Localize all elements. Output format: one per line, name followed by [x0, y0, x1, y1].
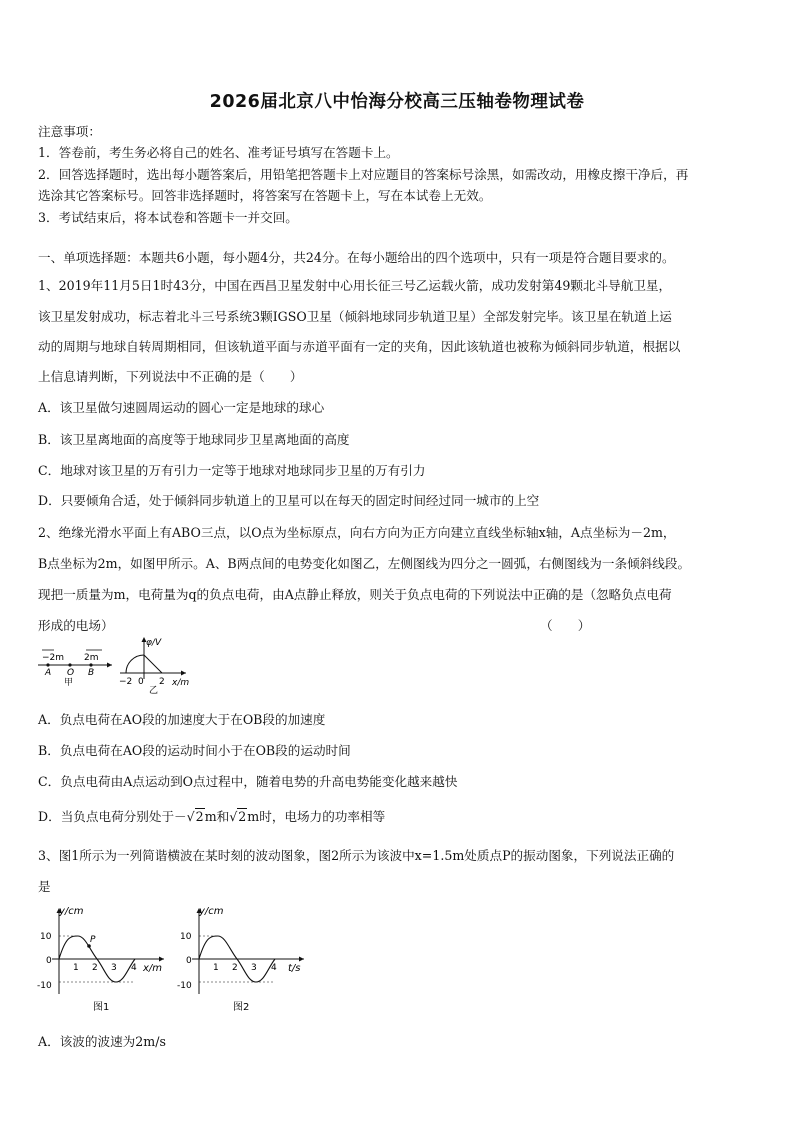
q1-option-c: C．地球对该卫星的万有引力一定等于地球对地球同步卫星的万有引力 — [38, 463, 426, 478]
fig2-ytick: -10 — [177, 981, 192, 991]
q1-stem-line: 该卫星发射成功，标志着北斗三号系统3颗IGSO卫星（倾斜地球同步轨道卫星）全部发射完毕。该卫星在轨道上运 — [38, 309, 672, 324]
yi-ylabel: φ/V — [146, 638, 162, 648]
q3-figure-1 — [36, 902, 171, 1017]
sqrt-radicand: 2 — [238, 809, 247, 824]
fig2-xtick: 4 — [271, 963, 277, 973]
q1-stem-line: 上信息请判断，下列说法中不正确的是（ ） — [38, 369, 303, 384]
section-heading: 一、单项选择题：本题共6小题，每小题4分，共24分。在每小题给出的四个选项中，只有一项是符合题目要求的。 — [38, 250, 675, 265]
fig1-ytick: 0 — [46, 956, 52, 966]
notice-heading: 注意事项： — [38, 124, 101, 139]
fig2-caption: 图2 — [233, 1002, 250, 1013]
sqrt-sign: √ — [186, 809, 195, 824]
q3-stem-line: 是 — [38, 879, 51, 894]
yi-caption: 乙 — [149, 686, 159, 695]
q3-figure-2 — [176, 902, 311, 1017]
fig1-caption: 图1 — [93, 1002, 110, 1013]
fig2-xtick: 2 — [232, 963, 238, 973]
q3-stem-line: 3、图1所示为一列简谐横波在某时刻的波动图象，图2所示为该波中x=1.5m处质点P的振动图象，下列说法正确的 — [38, 848, 675, 863]
yi-tick-2: 2 — [159, 677, 165, 687]
yi-tick-0: 0 — [138, 677, 144, 687]
fig2-ytick: 0 — [186, 956, 192, 966]
q1-option-b: B．该卫星离地面的高度等于地球同步卫星离地面的高度 — [38, 432, 350, 447]
q2-option-b: B．负点电荷在AO段的运动时间小于在OB段的运动时间 — [38, 743, 351, 758]
sqrt-radicand: 2 — [195, 809, 204, 824]
fig2-xlabel: t/s — [288, 963, 301, 974]
fig2-ylabel: y/cm — [199, 906, 224, 917]
jia-point-o: O — [67, 668, 75, 678]
fig1-xtick: 2 — [92, 963, 98, 973]
fig2-ytick: 10 — [180, 932, 192, 942]
jia-caption: 甲 — [64, 678, 74, 687]
q2-option-c: C．负点电荷由A点运动到O点过程中，随着电势的升高电势能变化越来越快 — [38, 774, 458, 789]
q2-option-d — [38, 806, 385, 825]
fig1-xlabel: x/m — [143, 963, 163, 974]
q2-stem-line: 2、绝缘光滑水平面上有ABO三点，以O点为坐标原点，向右方向为正方向建立直线坐标轴x轴，A点坐标为－2m， — [38, 525, 676, 540]
q1-option-d: D．只要倾角合适，处于倾斜同步轨道上的卫星可以在每天的固定时间经过同一城市的上空 — [38, 493, 540, 508]
q2-option-d-mid: m和 — [204, 809, 230, 824]
q1-option-a: A．该卫星做匀速圆周运动的圆心一定是地球的球心 — [38, 400, 325, 415]
q2-stem-line: 形成的电场） — [38, 618, 114, 633]
fig1-xtick: 3 — [111, 963, 117, 973]
q2-stem-line: B点坐标为2m，如图甲所示。A、B两点间的电势变化如图乙，左侧图线为四分之一圆弧，右侧图线为一条倾斜线段。 — [38, 556, 691, 571]
jia-neg2m-label: −2m — [42, 653, 65, 663]
q3-option-a: A．该波的波速为2m/s — [38, 1034, 166, 1049]
q2-stem-line: 现把一质量为m，电荷量为q的负点电荷，由A点静止释放，则关于负点电荷的下列说法中正确的是（忽略负点电荷 — [38, 587, 672, 602]
notice-item: 2．回答选择题时，选出每小题答案后，用铅笔把答题卡上对应题目的答案标号涂黑，如需改动，用橡皮擦干净后，再 — [38, 167, 689, 182]
fig1-ytick: 10 — [40, 932, 52, 942]
fig1-xtick: 4 — [131, 963, 137, 973]
yi-xlabel: x/m — [172, 678, 190, 688]
fig1-xtick: 1 — [73, 963, 79, 973]
q2-option-a: A．负点电荷在AO段的加速度大于在OB段的加速度 — [38, 712, 326, 727]
fig2-xtick: 3 — [251, 963, 257, 973]
jia-point-b: B — [88, 668, 95, 678]
q2-answer-bracket: （ ） — [540, 618, 591, 633]
yi-tick-neg2: −2 — [119, 677, 133, 687]
fig1-ytick: -10 — [37, 981, 52, 991]
jia-point-a: A — [45, 668, 52, 678]
fig2-xtick: 1 — [213, 963, 219, 973]
fig1-point-p: P — [90, 935, 96, 945]
sqrt-sign: √ — [229, 809, 238, 824]
notice-item: 选涂其它答案标号。回答非选择题时，将答案写在答题卡上，写在本试卷上无效。 — [38, 188, 492, 203]
jia-2m-label: 2m — [84, 653, 99, 663]
q2-figure-jia — [36, 645, 116, 687]
q2-option-d-pre: D．当负点电荷分别处于－ — [38, 809, 187, 824]
q2-figure-yi — [114, 633, 200, 695]
notice-item: 3．考试结束后，将本试卷和答题卡一并交回。 — [38, 210, 298, 225]
q1-stem-line: 动的周期与地球自转周期相同，但该轨道平面与赤道平面有一定的夹角，因此该轨道也被称为倾斜同步轨道，根据以 — [38, 339, 681, 354]
page-title: 2026届北京八中怡海分校高三压轴卷物理试卷 — [209, 92, 585, 112]
notice-item: 1．答卷前，考生务必将自己的姓名、准考证号填写在答题卡上。 — [38, 145, 399, 160]
q1-stem-line: 1、2019年11月5日1时43分，中国在西昌卫星发射中心用长征三号乙运载火箭，成功发射第49颗北斗导航卫星， — [38, 278, 672, 293]
fig1-ylabel: y/cm — [59, 906, 84, 917]
q2-option-d-post: m时，电场力的功率相等 — [247, 809, 386, 824]
